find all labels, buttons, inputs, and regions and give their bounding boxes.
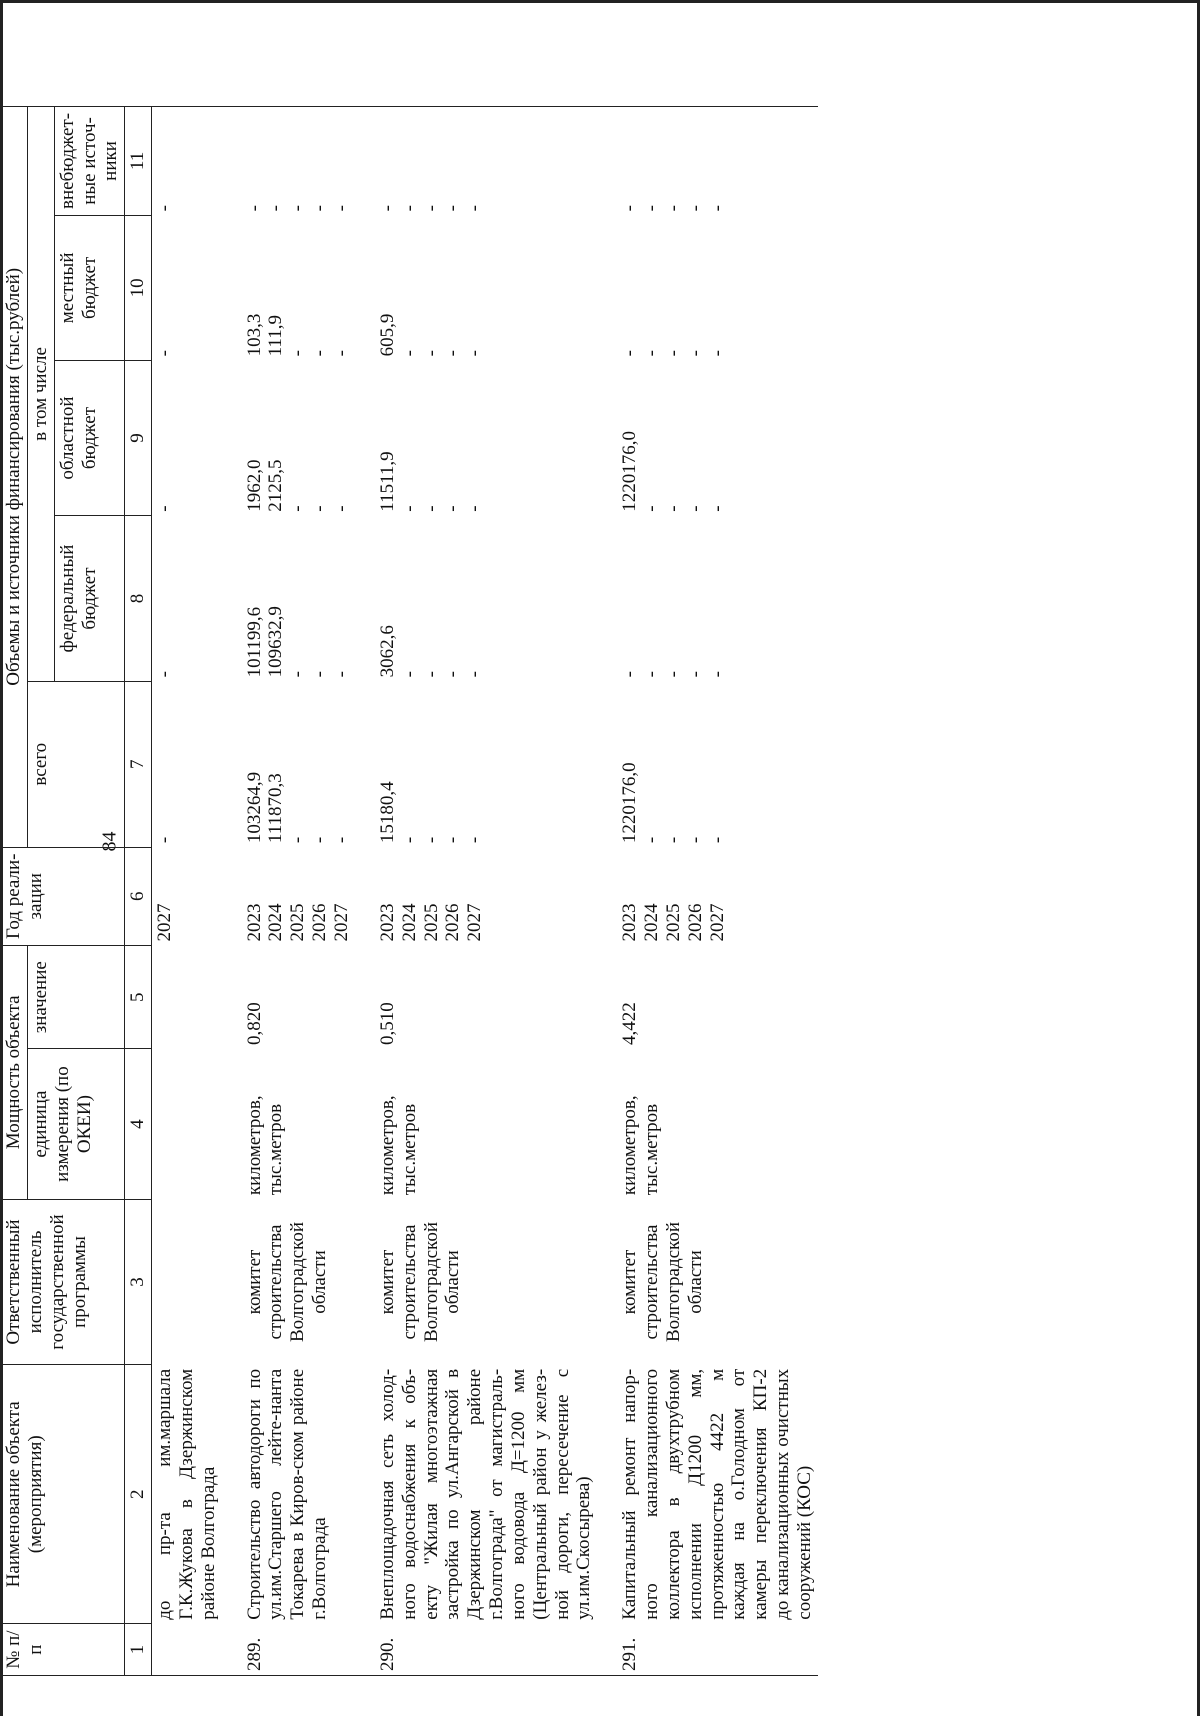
funding-federal-value: - — [420, 671, 442, 678]
implementation-years — [242, 847, 355, 945]
funding-total-value: 1220176,0 — [619, 762, 641, 844]
funding-local-value: - — [706, 350, 728, 357]
funding-federal-value: - — [706, 671, 728, 678]
object-name: до пр-та им.маршала Г.К.Жукова в Дзержинском районе Волгограда — [154, 1368, 219, 1620]
funding-federal — [375, 516, 597, 682]
funding-local-value: - — [442, 350, 464, 357]
spacer-cell — [355, 360, 375, 515]
funding-local-value: - — [154, 350, 176, 357]
funding-total — [375, 681, 597, 847]
funding-extrabudget-value: - — [154, 205, 176, 212]
row-spacer — [355, 107, 375, 1676]
col-number: 7 — [125, 681, 152, 847]
spacer-cell — [597, 945, 617, 1049]
implementation-years-value: 2023 — [243, 903, 265, 942]
funding-federal-value: - — [684, 671, 706, 678]
header-unit: единица измерения (по ОКЕИ) — [27, 1049, 124, 1199]
implementation-years-value: 2024 — [641, 903, 663, 942]
row-spacer — [222, 107, 242, 1676]
funding-regional-value: - — [442, 505, 464, 512]
funding-local — [242, 215, 355, 360]
funding-total-value: - — [420, 836, 442, 844]
funding-federal-value: 101199,6 — [243, 606, 265, 678]
funding-local-value: - — [619, 350, 641, 357]
funding-extrabudget — [617, 107, 818, 216]
implementation-years-value: 2026 — [684, 903, 706, 942]
funding-federal-value: - — [641, 671, 663, 678]
funding-extrabudget-value: - — [265, 205, 287, 212]
funding-local-value: - — [641, 350, 663, 357]
funding-extrabudget — [152, 107, 222, 216]
object-name: Строительство автодороги по ул.им.Старшего лейте-нанта Токарева в Киров-ском районе г.Волгограда — [243, 1368, 331, 1620]
implementation-years-value: 2023 — [376, 903, 398, 942]
funding-extrabudget-value: - — [309, 205, 331, 212]
funding-local-value: - — [398, 350, 420, 357]
funding-regional-value: - — [287, 505, 309, 512]
rotated-page-content — [0, 106, 1056, 1676]
funding-regional-value: 1220176,0 — [619, 430, 641, 512]
implementation-years-value: 2025 — [662, 903, 684, 942]
implementation-years-value: 2027 — [706, 903, 728, 942]
funding-regional — [375, 360, 597, 515]
funding-federal — [242, 516, 355, 682]
funding-local-value: - — [684, 350, 706, 357]
funding-regional-value: 1962,0 — [243, 459, 265, 512]
spacer-cell — [597, 681, 617, 847]
funding-federal-value: - — [464, 671, 486, 678]
col-number: 2 — [125, 1365, 152, 1624]
header-including: в том числе — [27, 107, 54, 682]
spacer-cell — [355, 215, 375, 360]
table-header — [1, 107, 152, 1676]
funding-local-value: 103,3 — [243, 313, 265, 357]
table-body — [152, 107, 818, 1676]
funding-total-value: - — [706, 836, 728, 844]
funding-regional-value: - — [706, 505, 728, 512]
object-name: Капитальный ремонт напор-ного канализационного коллектора в двухтрубном исполнении Д1200 мм, протяженностью 4422 м каждая на о.Голодном от камеры переключения КП-2 до канализационных очистных сооружений (КОС) — [619, 1368, 815, 1620]
row-number: 289. — [242, 1624, 355, 1676]
funding-total-value: - — [398, 836, 420, 844]
spacer-cell — [222, 945, 242, 1049]
funding-local — [152, 215, 222, 360]
funding-total-value: - — [287, 836, 309, 844]
funding-extrabudget-value: - — [243, 205, 265, 212]
funding-federal-value: - — [287, 671, 309, 678]
funding-local-value: - — [420, 350, 442, 357]
spacer-cell — [222, 1365, 242, 1624]
funding-total-value: - — [154, 836, 176, 844]
funding-regional-value: - — [398, 505, 420, 512]
funding-total-value: - — [330, 836, 352, 844]
capacity-value: 4,422 — [619, 1002, 641, 1045]
spacer-cell — [222, 1624, 242, 1676]
header-total: всего — [27, 681, 124, 847]
spacer-cell — [355, 1624, 375, 1676]
funding-regional-value: - — [154, 505, 176, 512]
funding-local-value: 605,9 — [376, 313, 398, 357]
funding-extrabudget-value: - — [684, 205, 706, 212]
header-num: № п/п — [1, 1624, 125, 1676]
funding-regional — [617, 360, 818, 515]
funding-regional-value: - — [420, 505, 442, 512]
spacer-cell — [355, 516, 375, 682]
spacer-cell — [222, 360, 242, 515]
row-number: 290. — [375, 1624, 597, 1676]
table-row — [242, 107, 355, 1676]
funding-extrabudget-value: - — [376, 205, 398, 212]
funding-total-value: - — [309, 836, 331, 844]
responsible-executor — [152, 1199, 222, 1365]
funding-total-value: 103264,9 — [243, 771, 265, 844]
responsible-executor: комитет строительства Волгоградской области — [619, 1222, 706, 1342]
responsible-executor: комитет строительства Волгоградской области — [376, 1222, 464, 1342]
spacer-cell — [222, 1199, 242, 1365]
funding-regional-value: - — [641, 505, 663, 512]
spacer-cell — [597, 516, 617, 682]
col-number: 3 — [125, 1199, 152, 1365]
funding-local — [617, 215, 818, 360]
spacer-cell — [222, 847, 242, 945]
spacer-cell — [355, 681, 375, 847]
row-number — [152, 1624, 222, 1676]
table-row — [375, 107, 597, 1676]
implementation-years-value: 2027 — [154, 903, 176, 942]
funding-local-value: - — [464, 350, 486, 357]
spacer-cell — [597, 107, 617, 216]
funding-total-value: - — [684, 836, 706, 844]
capacity-value: 0,510 — [376, 1002, 398, 1045]
funding-federal-value: - — [154, 671, 176, 678]
funding-extrabudget-value: - — [641, 205, 663, 212]
funding-local-value: - — [662, 350, 684, 357]
funding-federal-value: - — [309, 671, 331, 678]
implementation-years-value: 2026 — [309, 903, 331, 942]
funding-federal-value: - — [619, 671, 641, 678]
funding-federal-value: - — [442, 671, 464, 678]
funding-federal — [152, 516, 222, 682]
spacer-cell — [597, 1624, 617, 1676]
spacer-cell — [222, 215, 242, 360]
funding-federal-value: - — [662, 671, 684, 678]
funding-extrabudget — [242, 107, 355, 216]
spacer-cell — [355, 107, 375, 216]
funding-local — [375, 215, 597, 360]
funding-regional-value: - — [309, 505, 331, 512]
col-number: 8 — [125, 516, 152, 682]
header-year: Год реали-зации — [1, 847, 125, 945]
capacity-value — [152, 945, 222, 1049]
scan-edge-top — [0, 0, 1200, 3]
implementation-years-value: 2024 — [265, 903, 287, 942]
program-objects-table — [0, 106, 818, 1676]
col-number: 1 — [125, 1624, 152, 1676]
row-spacer — [597, 107, 617, 1676]
implementation-years-value: 2027 — [464, 903, 486, 942]
funding-total-value: - — [442, 836, 464, 844]
funding-extrabudget-value: - — [464, 205, 486, 212]
spacer-cell — [597, 1365, 617, 1624]
implementation-years-value: 2026 — [442, 903, 464, 942]
capacity-value: 0,820 — [243, 1002, 265, 1045]
measure-unit: километров, тыс.метров — [619, 1095, 663, 1196]
implementation-years — [617, 847, 818, 945]
spacer-cell — [597, 847, 617, 945]
header-regional: областной бюджет — [54, 360, 125, 515]
funding-total — [242, 681, 355, 847]
header-executor: Ответственный исполнитель государственной программы — [1, 1199, 125, 1365]
spacer-cell — [222, 107, 242, 216]
funding-regional — [242, 360, 355, 515]
implementation-years-value: 2024 — [398, 903, 420, 942]
funding-extrabudget-value: - — [442, 205, 464, 212]
header-local: местный бюджет — [54, 215, 125, 360]
funding-local-value: - — [309, 350, 331, 357]
funding-federal-value: - — [330, 671, 352, 678]
funding-extrabudget-value: - — [330, 205, 352, 212]
row-number: 291. — [617, 1624, 818, 1676]
spacer-cell — [597, 215, 617, 360]
funding-regional-value: - — [464, 505, 486, 512]
col-number: 10 — [125, 215, 152, 360]
funding-extrabudget-value: - — [287, 205, 309, 212]
funding-federal-value: 3062,6 — [376, 625, 398, 678]
spacer-cell — [355, 1049, 375, 1199]
funding-total-value: - — [464, 836, 486, 844]
measure-unit: километров, тыс.метров — [243, 1095, 287, 1196]
funding-federal-value: - — [398, 671, 420, 678]
funding-total-value: 111870,3 — [265, 773, 287, 844]
table-row — [152, 107, 222, 1676]
funding-local-value: - — [330, 350, 352, 357]
measure-unit: километров, тыс.метров — [376, 1095, 420, 1196]
page-number-text: 84 — [98, 831, 121, 852]
header-extrabudget: внебюджет-ные источ-ники — [54, 107, 125, 216]
funding-total-value: - — [641, 836, 663, 844]
implementation-years — [375, 847, 597, 945]
funding-local-value: - — [287, 350, 309, 357]
funding-regional-value: - — [662, 505, 684, 512]
funding-total-value: - — [662, 836, 684, 844]
funding-total-value: 15180,4 — [376, 781, 398, 844]
spacer-cell — [355, 847, 375, 945]
spacer-cell — [222, 516, 242, 682]
spacer-cell — [597, 1049, 617, 1199]
funding-federal — [617, 516, 818, 682]
spacer-cell — [355, 1199, 375, 1365]
implementation-years-value: 2025 — [287, 903, 309, 942]
implementation-years — [152, 847, 222, 945]
header-power: Мощность объекта — [1, 945, 28, 1199]
header-funding: Объемы и источники финансирования (тыс.рублей) — [1, 107, 28, 848]
header-federal: федеральный бюджет — [54, 516, 125, 682]
header-name: Наименование объекта (мероприятия) — [1, 1365, 125, 1624]
object-name: Внеплощадочная сеть холод-ного водоснабжения к объ-екту "Жилая многоэтажная застройка по ул.Ангарской в Дзержинском районе г.Волгограда" от магистраль-ного водовода Д=1200 мм (Центральный район у желез-ной дороги, пересечение с ул.им.Скосырева) — [376, 1368, 595, 1620]
implementation-years-value: 2025 — [420, 903, 442, 942]
spacer-cell — [597, 1199, 617, 1365]
funding-regional — [152, 360, 222, 515]
spacer-cell — [222, 1049, 242, 1199]
col-number: 5 — [125, 945, 152, 1049]
funding-local-value: 111,9 — [265, 315, 287, 357]
funding-regional-value: 11511,9 — [376, 451, 398, 512]
header-value: значение — [27, 945, 124, 1049]
funding-regional-value: - — [684, 505, 706, 512]
col-number: 6 — [125, 847, 152, 945]
funding-regional-value: - — [330, 505, 352, 512]
funding-extrabudget-value: - — [662, 205, 684, 212]
implementation-years-value: 2027 — [330, 903, 352, 942]
col-number: 9 — [125, 360, 152, 515]
measure-unit — [152, 1049, 222, 1199]
funding-regional-value: 2125,5 — [265, 459, 287, 512]
column-number-row — [125, 107, 152, 1676]
implementation-years-value: 2023 — [619, 903, 641, 942]
spacer-cell — [597, 360, 617, 515]
table-row — [617, 107, 818, 1676]
funding-total — [152, 681, 222, 847]
spacer-cell — [222, 681, 242, 847]
funding-extrabudget — [375, 107, 597, 216]
funding-extrabudget-value: - — [706, 205, 728, 212]
spacer-cell — [355, 945, 375, 1049]
funding-federal-value: 109632,9 — [265, 606, 287, 678]
col-number: 11 — [125, 107, 152, 216]
funding-total — [617, 681, 818, 847]
funding-extrabudget-value: - — [398, 205, 420, 212]
funding-extrabudget-value: - — [619, 205, 641, 212]
funding-extrabudget-value: - — [420, 205, 442, 212]
col-number: 4 — [125, 1049, 152, 1199]
responsible-executor: комитет строительства Волгоградской области — [243, 1222, 331, 1342]
spacer-cell — [355, 1365, 375, 1624]
